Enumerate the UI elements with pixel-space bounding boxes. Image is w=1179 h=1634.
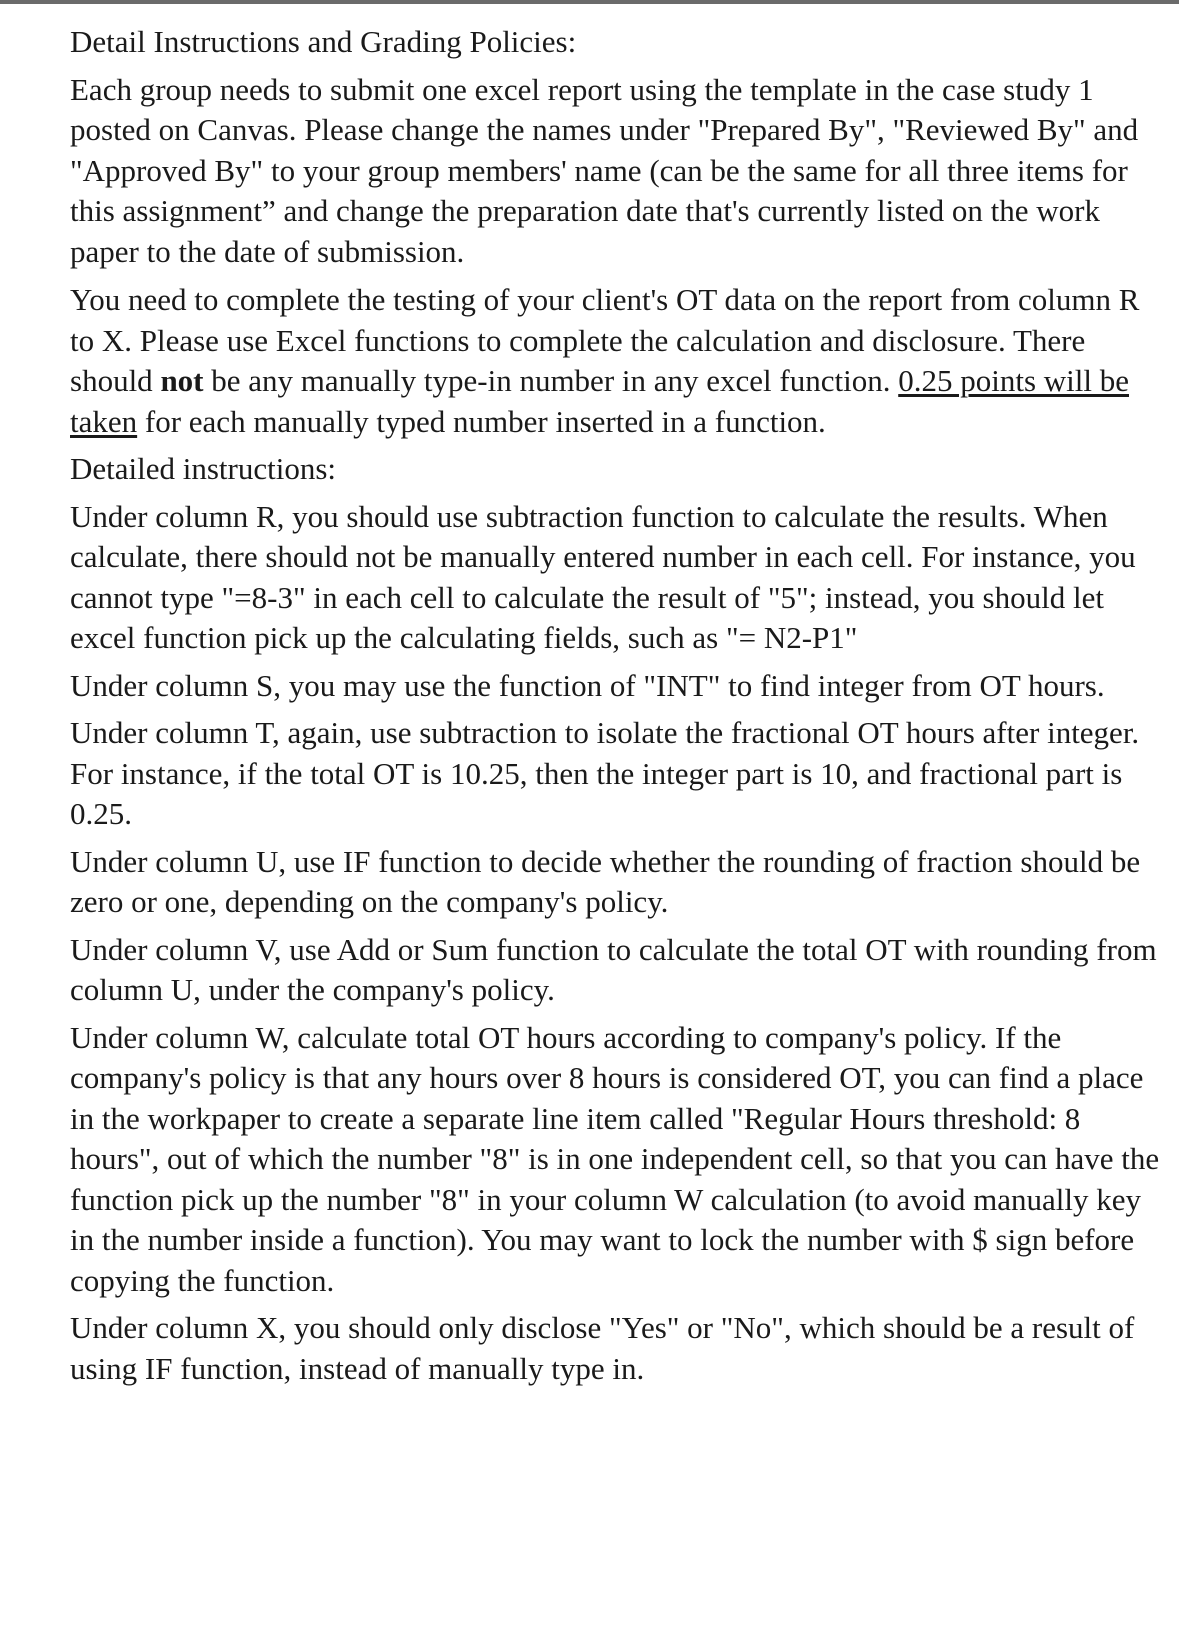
testing-text-part3: for each manually typed number inserted in a function. — [137, 403, 826, 439]
instruction-column-r: Under column R, you should use subtraction function to calculate the results. When calculate, there should not be manually entered number in each cell. For instance, you cannot type "=8-3" in each cell to calculate the result of "5"; instead, you should let excel function pick up the calculating fields, such as "= N2-P1" — [70, 498, 1136, 655]
instruction-column-t: Under column T, again, use subtraction to isolate the fractional OT hours after integer. For instance, if the total OT is 10.25, then the integer part is 10, and fractional part is 0.25. — [70, 715, 1140, 831]
instruction-column-w: Under column W, calculate total OT hours according to company's policy. If the company's policy is that any hours over 8 hours is considered OT, you can find a place in the workpaper to create a separate line item called "Regular Hours threshold: 8 hours", out of which the number "8" is in one independent cell, so that you can have the function pick up the number "8" in your column W calculation (to avoid manually key in the number inside a function). You may want to lock the number with $ sign before copying the function. — [70, 1019, 1160, 1298]
instruction-column-v: Under column V, use Add or Sum function to calculate the total OT with rounding from column U, under the company's policy. — [70, 931, 1157, 1007]
document-heading: Detail Instructions and Grading Policies: — [70, 24, 577, 59]
top-divider — [0, 0, 1179, 4]
document-body — [70, 22, 1160, 1389]
detailed-instructions-heading: Detailed instructions: — [70, 451, 337, 486]
instruction-column-x: Under column X, you should only disclose "Yes" or "No", which should be a result of using IF function, instead of manually type in. — [70, 1310, 1135, 1386]
instruction-column-s: Under column S, you may use the function of "INT" to find integer from OT hours. — [70, 667, 1105, 703]
instruction-column-u: Under column U, use IF function to decide whether the rounding of fraction should be zero or one, depending on the company's policy. — [70, 843, 1141, 919]
testing-paragraph — [70, 280, 1160, 442]
intro-paragraph: Each group needs to submit one excel report using the template in the case study 1 posted on Canvas. Please change the names under "Prepared By", "Reviewed By" and "Approved By" to your group members' name (can be the same for all three items for this assignment” and change the preparation date that's currently listed on the work paper to the date of submission. — [70, 71, 1139, 269]
testing-text-part2: be any manually type-in number in any excel function. — [203, 363, 899, 398]
testing-penalty-underlined: 0.25 points will be taken — [70, 363, 1129, 439]
testing-text-part1: You need to complete the testing of your client's OT data on the report from column R to X. Please use Excel functions to complete the calculation and disclosure. There should — [70, 282, 1140, 398]
testing-bold-not: not — [160, 363, 204, 398]
